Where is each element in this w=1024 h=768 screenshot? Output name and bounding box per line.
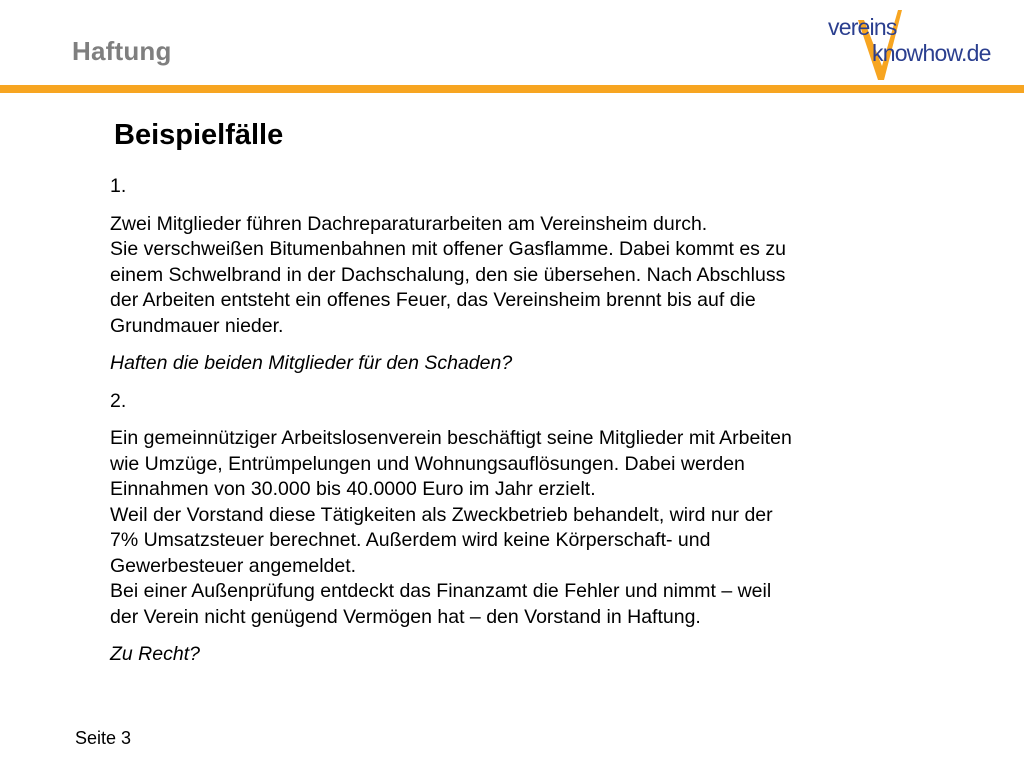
case1-line: Grundmauer nieder.: [110, 314, 284, 337]
case1-line: einem Schwelbrand in der Dachschalung, den sie übersehen. Nach Abschluss: [110, 263, 786, 286]
vereinsknowhow-logo: [828, 8, 991, 84]
logo-text-vereins: vereins: [828, 14, 897, 40]
page-title: Beispielfälle: [114, 119, 284, 151]
accent-bar: [0, 85, 1024, 93]
case2-line: Bei einer Außenprüfung entdeckt das Finanzamt die Fehler und nimmt – weil: [110, 580, 772, 602]
case2-line: 7% Umsatzsteuer berechnet. Außerdem wird keine Körperschaft- und: [110, 529, 711, 551]
case2-line: der Verein nicht genügend Vermögen hat – den Vorstand in Haftung.: [110, 605, 701, 628]
case1-line: der Arbeiten entsteht ein offenes Feuer, das Vereinsheim brennt bis auf die: [110, 289, 756, 311]
page-number: Seite 3: [75, 728, 132, 748]
case1-text: [110, 212, 930, 340]
case1-line: Zwei Mitglieder führen Dachreparaturarbeiten am Vereinsheim durch.: [110, 212, 708, 235]
header-title: Haftung: [72, 36, 172, 66]
case2-line: Gewerbesteuer angemeldet.: [110, 554, 357, 577]
case1-line: Sie verschweißen Bitumenbahnen mit offener Gasflamme. Dabei kommt es zu: [110, 238, 786, 260]
case2-line: Ein gemeinnütziger Arbeitslosenverein beschäftigt seine Mitglieder mit Arbeiten: [110, 427, 792, 449]
logo-text-knowhow: knowhow.de: [872, 40, 991, 66]
case1-question: Haften die beiden Mitglieder für den Schaden?: [110, 352, 513, 374]
content-body: [110, 174, 930, 680]
case2-line: Weil der Vorstand diese Tätigkeiten als Zweckbetrieb behandelt, wird nur der: [110, 503, 773, 526]
case1-number: 1.: [110, 175, 127, 197]
case2-text: [110, 426, 930, 630]
case2-question: Zu Recht?: [110, 643, 200, 665]
case2-line: wie Umzüge, Entrümpelungen und Wohnungsauflösungen. Dabei werden: [110, 452, 745, 475]
case2-line: Einnahmen von 30.000 bis 40.0000 Euro im Jahr erzielt.: [110, 478, 596, 500]
case2-number: 2.: [110, 389, 127, 412]
